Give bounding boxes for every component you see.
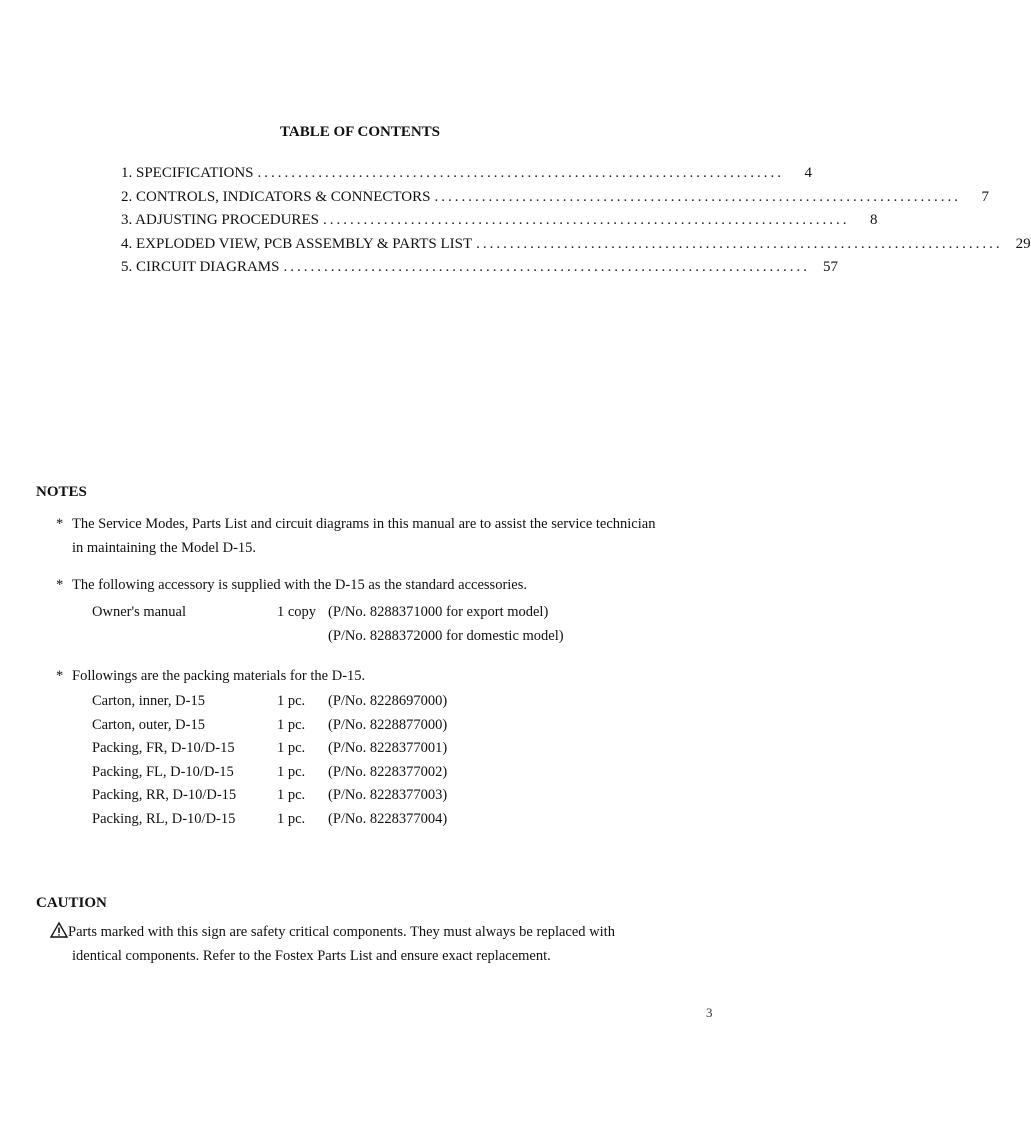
packing-name: Packing, FL, D-10/D-15 — [92, 763, 234, 780]
page-number: 3 — [706, 1005, 713, 1020]
packing-name: Packing, FR, D-10/D-15 — [92, 740, 235, 756]
toc-list — [121, 165, 1031, 283]
toc-item — [121, 212, 878, 236]
toc-item-label: 5. CIRCUIT DIAGRAMS — [121, 259, 280, 275]
note-text: The following accessory is supplied with the D-15 as the standard accessories. — [72, 577, 528, 593]
note-text: Followings are the packing materials for the D-15. — [72, 668, 366, 684]
packing-name: Packing, RL, D-10/D-15 — [92, 810, 236, 827]
packing-pn: (P/No. 8228377002) — [328, 763, 448, 780]
toc-item-page: 29 — [1015, 235, 1031, 252]
toc-item-page: 4 — [804, 165, 813, 181]
toc-leader-dots: .............................................................................. — [434, 188, 961, 205]
toc-item-page: 57 — [823, 259, 838, 275]
packing-qty: 1 pc. — [277, 740, 306, 756]
note-text: The Service Modes, Parts List and circuit diagrams in this manual are to assist the service technician — [72, 516, 656, 532]
packing-pn: (P/No. 8228377003) — [328, 787, 448, 803]
toc-item-page: 7 — [981, 188, 989, 205]
caution-line: identical components. Refer to the Fostex Parts List and ensure exact replacement. — [72, 947, 551, 964]
packing-qty: 1 pc. — [277, 787, 306, 803]
packing-qty: 1 pc. — [277, 763, 306, 780]
packing-name: Carton, inner, D-15 — [92, 693, 205, 709]
packing-pn: (P/No. 8228377004) — [328, 810, 448, 827]
toc-leader-dots: .............................................................................. — [476, 235, 1003, 252]
packing-qty: 1 pc. — [277, 693, 306, 709]
toc-item — [121, 259, 838, 283]
toc-leader-dots: .............................................................................. — [322, 212, 850, 228]
bullet-asterisk: * — [56, 668, 64, 684]
toc-leader-dots: .............................................................................. — [283, 259, 810, 275]
note-accessory — [56, 574, 696, 598]
packing-pn: (P/No. 8228697000) — [328, 693, 448, 709]
warning-triangle-icon — [50, 922, 68, 938]
packing-qty: 1 pc. — [277, 810, 306, 827]
toc-item-label: 2. CONTROLS, INDICATORS & CONNECTORS — [121, 188, 431, 205]
caution-heading: CAUTION — [36, 895, 107, 911]
packing-name: Carton, outer, D-15 — [92, 716, 205, 733]
packing-table — [92, 690, 652, 835]
note-text: in maintaining the Model D-15. — [72, 539, 257, 556]
caution-text — [50, 921, 700, 968]
toc-leader-dots: .............................................................................. — [257, 165, 785, 181]
note-packing — [56, 665, 696, 689]
packing-name: Packing, RR, D-10/D-15 — [92, 787, 237, 803]
note-service-modes — [56, 513, 696, 560]
toc-item — [121, 188, 989, 213]
toc-item-label: 1. SPECIFICATIONS — [121, 165, 254, 181]
accessory-pn-export: (P/No. 8288371000 for export model) — [328, 604, 549, 620]
packing-pn: (P/No. 8228377001) — [328, 740, 448, 756]
toc-item-label: 3. ADJUSTING PROCEDURES — [121, 212, 319, 228]
accessory-pn-domestic: (P/No. 8288372000 for domestic model) — [328, 627, 564, 644]
toc-title: TABLE OF CONTENTS — [279, 124, 441, 140]
accessory-table — [92, 601, 652, 649]
caution-line: Parts marked with this sign are safety critical components. They must always be replaced with — [68, 924, 615, 940]
accessory-qty: 1 copy — [277, 604, 317, 620]
packing-pn: (P/No. 8228877000) — [328, 716, 448, 733]
toc-item-page: 8 — [869, 212, 878, 228]
bullet-asterisk: * — [56, 516, 64, 532]
packing-qty: 1 pc. — [277, 716, 306, 733]
toc-item-label: 4. EXPLODED VIEW, PCB ASSEMBLY & PARTS LIST — [121, 235, 473, 252]
notes-heading: NOTES — [36, 484, 87, 500]
toc-item — [121, 165, 813, 189]
toc-item — [121, 235, 1031, 260]
accessory-name: Owner's manual — [92, 604, 187, 620]
bullet-asterisk: * — [56, 577, 64, 593]
